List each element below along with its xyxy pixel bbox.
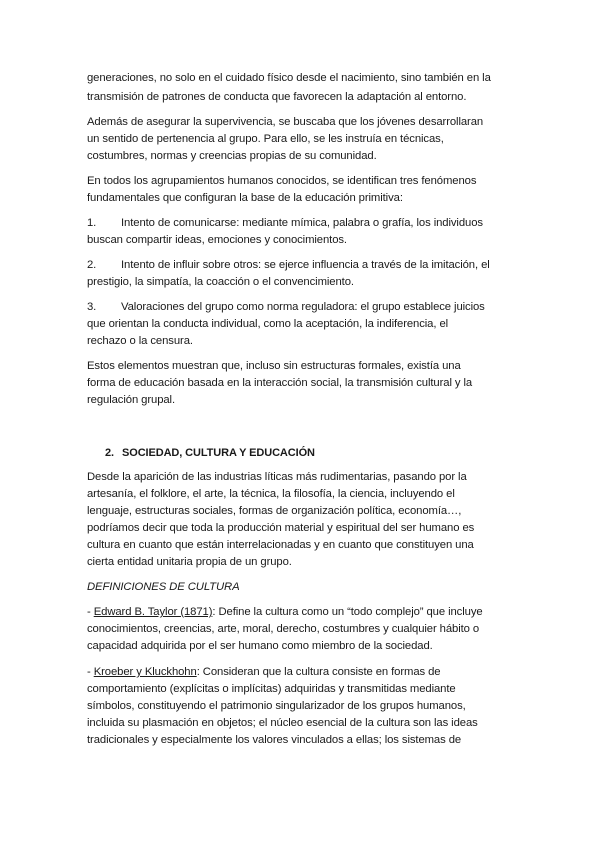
definition-2-line: comportamiento (explícitas o implícitas) adquiridas y transmitidas mediante	[87, 683, 456, 695]
paragraph-1-line: generaciones, no solo en el cuidado físico desde el nacimiento, sino también en la	[87, 72, 491, 84]
definition-2-line: incluida su plasmación en objetos; el núcleo esencial de la cultura son las ideas	[87, 717, 478, 729]
list-item-line: Intento de influir sobre otros: se ejerce influencia a través de la imitación, el	[121, 259, 490, 271]
paragraph-5-line: lenguaje, estructuras sociales, formas de organización política, economía…,	[87, 505, 462, 517]
paragraph-1-line: transmisión de patrones de conducta que favorecen la adaptación al entorno.	[87, 91, 467, 103]
definition-1-line: capacidad adquirida por el ser humano como miembro de la sociedad.	[87, 640, 433, 652]
list-item-number: 2.	[87, 259, 97, 271]
paragraph-5-line: cultura en cuanto que están interrelacionadas y en cuanto que constituyen una	[87, 539, 474, 551]
paragraph-5-line: artesanía, el folklore, el arte, la técnica, la filosofía, la ciencia, incluyendo el	[87, 488, 455, 500]
list-item-line: Valoraciones del grupo como norma reguladora: el grupo establece juicios	[121, 301, 485, 313]
list-item-line: Intento de comunicarse: mediante mímica, palabra o grafía, los individuos	[121, 217, 483, 229]
list-item-number: 1.	[87, 217, 97, 229]
definition-2-first-line	[87, 665, 440, 680]
definition-dash: -	[87, 666, 94, 678]
paragraph-2-line: un sentido de pertenencia al grupo. Para ello, se les instruía en técnicas,	[87, 133, 444, 145]
definition-author: Edward B. Taylor (1871)	[93, 606, 213, 618]
list-item-line: prestigio, la simpatía, la coacción o el convencimiento.	[87, 276, 354, 288]
section-heading-number: 2.	[105, 447, 114, 459]
paragraph-2-line: costumbres, normas y creencias propias de su comunidad.	[87, 150, 377, 162]
definition-2-line: símbolos, constituyendo el patrimonio singularizador de los grupos humanos,	[87, 700, 466, 712]
paragraph-4-line: Estos elementos muestran que, incluso sin estructuras formales, existía una	[87, 360, 461, 372]
paragraph-3-line: fundamentales que configuran la base de la educación primitiva:	[87, 192, 403, 204]
list-item-line: rechazo o la censura.	[87, 335, 193, 347]
list-item-line: buscan compartir ideas, emociones y conocimientos.	[87, 234, 347, 246]
list-item-line: que orientan la conducta individual, como la aceptación, la indiferencia, el	[87, 318, 449, 330]
definition-text: : Define la cultura como un “todo complejo” que incluye	[212, 606, 483, 618]
paragraph-4-line: regulación grupal.	[87, 394, 176, 406]
definition-text: : Consideran que la cultura consiste en formas de	[196, 666, 441, 678]
definitions-subheading: DEFINICIONES DE CULTURA	[87, 581, 240, 593]
section-heading-title: SOCIEDAD, CULTURA Y EDUCACIÓN	[122, 447, 315, 459]
paragraph-5-line: Desde la aparición de las industrias líticas más rudimentarias, pasando por la	[87, 471, 467, 483]
definition-2-line: tradicionales y especialmente los valores vinculados a ellas; los sistemas de	[87, 734, 462, 746]
definition-1-first-line	[87, 605, 483, 620]
paragraph-3-line: En todos los agrupamientos humanos conocidos, se identifican tres fenómenos	[87, 175, 477, 187]
definition-1-line: conocimientos, creencias, arte, moral, derecho, costumbres y cualquier hábito o	[87, 623, 480, 635]
definition-author: Kroeber y Kluckhohn	[93, 666, 197, 678]
definition-dash: -	[87, 606, 94, 618]
paragraph-5-line: cierta entidad unitaria propia de un grupo.	[87, 556, 292, 568]
paragraph-4-line: forma de educación basada en la interacción social, la transmisión cultural y la	[87, 377, 473, 389]
paragraph-5-line: podríamos decir que toda la producción material y espiritual del ser humano es	[87, 522, 475, 534]
list-item-number: 3.	[87, 301, 97, 313]
paragraph-2-line: Además de asegurar la supervivencia, se buscaba que los jóvenes desarrollaran	[87, 116, 484, 128]
